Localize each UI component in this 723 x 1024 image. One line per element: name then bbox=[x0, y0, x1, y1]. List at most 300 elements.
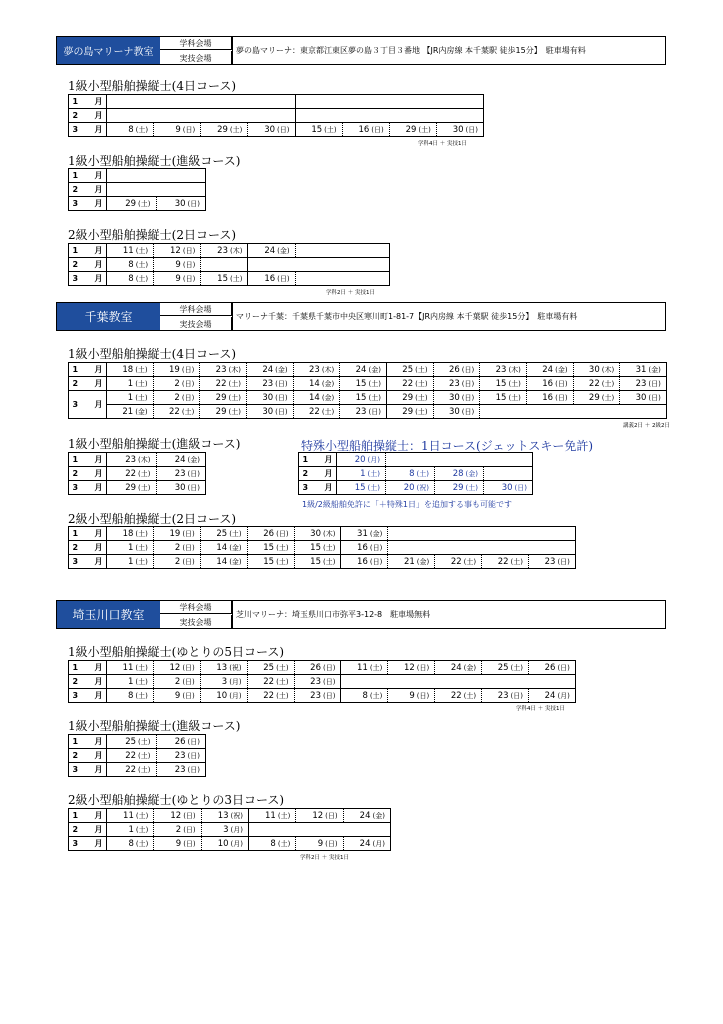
date-cell: 29 (土) bbox=[389, 123, 436, 137]
date-cell bbox=[529, 675, 576, 689]
date-cell: 30 (日) bbox=[433, 391, 480, 405]
date-cell: 20 (祝) bbox=[386, 481, 435, 495]
date-cell: 3 (月) bbox=[201, 823, 248, 837]
schedule-table-jetski bbox=[298, 452, 533, 495]
date-cell: 22 (土) bbox=[200, 377, 247, 391]
date-cell bbox=[482, 675, 529, 689]
table-row bbox=[69, 555, 576, 569]
jetski-course-title: 特殊小型船舶操縦士：1日コース(ジェットスキー免許) bbox=[301, 439, 594, 453]
date-cell: 29 (土) bbox=[200, 405, 247, 419]
date-cell: 23 (日) bbox=[246, 377, 293, 391]
date-cell: 12 (日) bbox=[153, 661, 200, 675]
date-cell: 23 (木) bbox=[107, 453, 157, 467]
date-cell: 24 (金) bbox=[246, 363, 293, 377]
date-cell: 12 (日) bbox=[154, 244, 201, 258]
date-cell: 11 (土) bbox=[107, 809, 154, 823]
venue-name: 埼玉川口教室 bbox=[57, 601, 160, 628]
date-cell bbox=[154, 109, 201, 123]
date-cell bbox=[248, 258, 295, 272]
table-row bbox=[69, 689, 576, 703]
date-cell: 13 (祝) bbox=[201, 809, 248, 823]
course-title: 1級小型船舶操縦士(ゆとりの5日コース) bbox=[68, 645, 285, 659]
date-cell bbox=[342, 258, 389, 272]
date-cell bbox=[248, 109, 295, 123]
date-cell bbox=[386, 453, 435, 467]
date-cell: 16 (日) bbox=[341, 541, 388, 555]
date-cell: 18 (土) bbox=[107, 363, 154, 377]
date-cell bbox=[107, 169, 157, 183]
date-cell: 29 (土) bbox=[435, 481, 484, 495]
date-cell: 22 (土) bbox=[293, 405, 340, 419]
date-cell: 29 (土) bbox=[386, 391, 433, 405]
table-row bbox=[69, 95, 484, 109]
date-cell bbox=[480, 405, 527, 419]
date-cell bbox=[529, 541, 576, 555]
date-cell: 1 (土) bbox=[107, 675, 154, 689]
date-cell: 24 (金) bbox=[156, 453, 206, 467]
month-label: 3 月 bbox=[69, 763, 107, 777]
date-cell: 10 (月) bbox=[200, 689, 247, 703]
date-cell bbox=[295, 258, 342, 272]
date-cell: 9 (日) bbox=[296, 837, 343, 851]
date-cell: 16 (日) bbox=[526, 391, 573, 405]
date-cell: 11 (土) bbox=[107, 244, 154, 258]
date-cell: 30 (日) bbox=[433, 405, 480, 419]
date-cell: 8 (土) bbox=[107, 123, 154, 137]
date-cell: 29 (土) bbox=[107, 481, 157, 495]
table-row bbox=[69, 809, 391, 823]
date-cell: 23 (木) bbox=[201, 244, 248, 258]
table-row bbox=[69, 169, 206, 183]
date-cell: 15 (土) bbox=[295, 123, 342, 137]
month-label: 2 月 bbox=[69, 467, 107, 481]
date-cell: 1 (土) bbox=[107, 391, 154, 405]
date-cell: 8 (土) bbox=[107, 689, 154, 703]
date-cell: 16 (日) bbox=[341, 555, 388, 569]
date-cell: 15 (土) bbox=[480, 377, 527, 391]
date-cell: 22 (土) bbox=[386, 377, 433, 391]
date-cell bbox=[435, 675, 482, 689]
course-note: 学科2日 ＋ 実技1日 bbox=[326, 290, 375, 296]
date-cell: 23 (木) bbox=[200, 363, 247, 377]
date-cell bbox=[342, 244, 389, 258]
date-cell: 24 (金) bbox=[435, 661, 482, 675]
date-cell: 24 (月) bbox=[343, 837, 390, 851]
table-row bbox=[69, 244, 390, 258]
table-row bbox=[69, 837, 391, 851]
date-cell bbox=[295, 272, 342, 286]
date-cell bbox=[389, 109, 436, 123]
date-cell: 29 (土) bbox=[107, 197, 157, 211]
venue-name: 千葉教室 bbox=[57, 303, 160, 330]
date-cell: 25 (土) bbox=[247, 661, 294, 675]
date-cell: 15 (土) bbox=[247, 555, 294, 569]
date-cell: 8 (土) bbox=[248, 837, 295, 851]
date-cell: 9 (日) bbox=[154, 123, 201, 137]
month-label: 2 月 bbox=[69, 183, 107, 197]
label-academic: 学科会場 bbox=[160, 601, 232, 614]
course-title: 1級小型船舶操縦士(4日コース) bbox=[68, 79, 237, 93]
date-cell: 16 (日) bbox=[342, 123, 389, 137]
month-label: 1 月 bbox=[69, 244, 107, 258]
course-note: 講義2日 ＋ 2級2日 bbox=[623, 423, 670, 429]
date-cell: 9 (日) bbox=[388, 689, 435, 703]
date-cell: 21 (金) bbox=[107, 405, 154, 419]
date-cell: 9 (日) bbox=[154, 837, 201, 851]
date-cell: 12 (日) bbox=[154, 809, 201, 823]
date-cell bbox=[341, 675, 388, 689]
date-cell: 30 (日) bbox=[620, 391, 667, 405]
date-cell: 23 (日) bbox=[482, 689, 529, 703]
table-row bbox=[69, 363, 667, 377]
date-cell bbox=[482, 527, 529, 541]
date-cell: 18 (土) bbox=[107, 527, 154, 541]
month-label: 2 月 bbox=[299, 467, 337, 481]
table-row bbox=[69, 377, 667, 391]
table-row bbox=[299, 481, 533, 495]
date-cell: 26 (日) bbox=[247, 527, 294, 541]
date-cell: 29 (土) bbox=[200, 391, 247, 405]
date-cell: 22 (土) bbox=[107, 749, 157, 763]
table-row bbox=[69, 272, 390, 286]
date-cell: 15 (土) bbox=[201, 272, 248, 286]
date-cell: 15 (土) bbox=[337, 481, 386, 495]
date-cell: 2 (日) bbox=[154, 823, 201, 837]
course-title: 1級小型船舶操縦士(進級コース) bbox=[68, 719, 241, 733]
date-cell bbox=[107, 183, 157, 197]
date-cell: 8 (土) bbox=[386, 467, 435, 481]
table-row bbox=[69, 823, 391, 837]
date-cell: 26 (日) bbox=[433, 363, 480, 377]
course-note: 学科4日 ＋ 実技1日 bbox=[418, 141, 467, 147]
date-cell bbox=[435, 541, 482, 555]
date-cell: 9 (日) bbox=[154, 258, 201, 272]
date-cell: 1 (土) bbox=[107, 555, 154, 569]
date-cell: 22 (土) bbox=[573, 377, 620, 391]
date-cell: 24 (月) bbox=[529, 689, 576, 703]
date-cell bbox=[156, 183, 206, 197]
schedule-table bbox=[68, 243, 390, 286]
month-label: 3 月 bbox=[69, 689, 107, 703]
course-title: 2級小型船舶操縦士(2日コース) bbox=[68, 512, 237, 526]
month-label: 1 月 bbox=[69, 527, 107, 541]
date-cell bbox=[342, 272, 389, 286]
date-cell: 26 (日) bbox=[156, 735, 206, 749]
date-cell: 30 (日) bbox=[156, 481, 206, 495]
label-practical: 実技会場 bbox=[160, 317, 232, 331]
date-cell: 14 (金) bbox=[200, 541, 247, 555]
course-note: 学科2日 ＋ 実技1日 bbox=[300, 855, 349, 861]
date-cell: 30 (日) bbox=[484, 481, 533, 495]
date-cell: 23 (木) bbox=[293, 363, 340, 377]
date-cell bbox=[529, 527, 576, 541]
month-label: 1 月 bbox=[299, 453, 337, 467]
date-cell: 30 (日) bbox=[246, 405, 293, 419]
date-cell: 1 (土) bbox=[107, 541, 154, 555]
date-cell: 1 (土) bbox=[107, 377, 154, 391]
date-cell: 2 (日) bbox=[153, 555, 200, 569]
date-cell bbox=[107, 95, 154, 109]
date-cell bbox=[295, 109, 342, 123]
venue-name: 夢の島マリーナ教室 bbox=[57, 37, 160, 64]
date-cell bbox=[436, 109, 483, 123]
date-cell: 31 (金) bbox=[341, 527, 388, 541]
venue-address: 夢の島マリーナ：東京都江東区夢の島３丁目３番地 【JR内房線 本千葉駅 徒歩15分】 駐車場有料 bbox=[232, 37, 586, 64]
month-label: 2 月 bbox=[69, 109, 107, 123]
date-cell bbox=[201, 109, 248, 123]
table-row bbox=[69, 661, 576, 675]
date-cell: 22 (土) bbox=[435, 689, 482, 703]
course-note: 学科4日 ＋ 実技1日 bbox=[516, 706, 565, 712]
date-cell bbox=[526, 405, 573, 419]
date-cell bbox=[484, 467, 533, 481]
date-cell: 9 (日) bbox=[154, 272, 201, 286]
date-cell: 23 (木) bbox=[480, 363, 527, 377]
date-cell: 11 (土) bbox=[341, 661, 388, 675]
table-row bbox=[69, 467, 206, 481]
date-cell: 8 (土) bbox=[341, 689, 388, 703]
date-cell: 30 (木) bbox=[294, 527, 341, 541]
table-row bbox=[69, 735, 206, 749]
month-label: 1 月 bbox=[69, 453, 107, 467]
date-cell: 2 (日) bbox=[153, 675, 200, 689]
date-cell: 19 (日) bbox=[153, 363, 200, 377]
date-cell: 30 (日) bbox=[246, 391, 293, 405]
date-cell: 14 (金) bbox=[293, 391, 340, 405]
course-title: 1級小型船舶操縦士(4日コース) bbox=[68, 347, 237, 361]
date-cell: 25 (土) bbox=[482, 661, 529, 675]
date-cell bbox=[620, 405, 667, 419]
month-label: 1 月 bbox=[69, 363, 107, 377]
date-cell: 12 (日) bbox=[296, 809, 343, 823]
table-row bbox=[69, 109, 484, 123]
table-row bbox=[69, 481, 206, 495]
date-cell: 31 (金) bbox=[620, 363, 667, 377]
date-cell: 8 (土) bbox=[107, 272, 154, 286]
date-cell bbox=[388, 675, 435, 689]
table-row bbox=[69, 527, 576, 541]
date-cell bbox=[154, 95, 201, 109]
label-practical: 実技会場 bbox=[160, 51, 232, 65]
date-cell bbox=[342, 95, 389, 109]
table-row bbox=[69, 453, 206, 467]
table-row bbox=[69, 183, 206, 197]
table-row bbox=[69, 405, 667, 419]
date-cell: 10 (月) bbox=[201, 837, 248, 851]
schedule-table bbox=[68, 734, 206, 777]
month-label: 1 月 bbox=[69, 95, 107, 109]
date-cell: 2 (日) bbox=[153, 391, 200, 405]
month-label: 2 月 bbox=[69, 749, 107, 763]
date-cell: 30 (木) bbox=[573, 363, 620, 377]
date-cell: 26 (日) bbox=[529, 661, 576, 675]
table-row bbox=[69, 197, 206, 211]
schedule-table bbox=[68, 452, 206, 495]
date-cell bbox=[248, 823, 295, 837]
date-cell: 29 (土) bbox=[573, 391, 620, 405]
date-cell: 22 (土) bbox=[247, 689, 294, 703]
schedule-table bbox=[68, 660, 576, 703]
course-title: 2級小型船舶操縦士(2日コース) bbox=[68, 228, 237, 242]
date-cell bbox=[435, 527, 482, 541]
venue-header-yumenoshima bbox=[56, 36, 666, 65]
date-cell bbox=[435, 453, 484, 467]
month-label: 2 月 bbox=[69, 377, 107, 391]
date-cell: 15 (土) bbox=[294, 555, 341, 569]
course-title: 2級小型船舶操縦士(ゆとりの3日コース) bbox=[68, 793, 285, 807]
table-row bbox=[69, 675, 576, 689]
date-cell bbox=[343, 823, 390, 837]
month-label: 1 月 bbox=[69, 661, 107, 675]
date-cell: 29 (土) bbox=[201, 123, 248, 137]
date-cell: 22 (土) bbox=[153, 405, 200, 419]
date-cell bbox=[295, 244, 342, 258]
date-cell: 23 (日) bbox=[620, 377, 667, 391]
label-academic: 学科会場 bbox=[160, 303, 232, 316]
date-cell: 23 (日) bbox=[529, 555, 576, 569]
table-row bbox=[299, 467, 533, 481]
date-cell: 30 (日) bbox=[436, 123, 483, 137]
date-cell bbox=[388, 527, 435, 541]
month-label: 3 月 bbox=[69, 555, 107, 569]
date-cell: 2 (日) bbox=[153, 541, 200, 555]
date-cell: 14 (金) bbox=[200, 555, 247, 569]
date-cell: 24 (金) bbox=[248, 244, 295, 258]
label-academic: 学科会場 bbox=[160, 37, 232, 50]
date-cell: 8 (土) bbox=[107, 837, 154, 851]
date-cell: 23 (日) bbox=[340, 405, 387, 419]
table-row bbox=[69, 541, 576, 555]
month-label: 3 月 bbox=[69, 123, 107, 137]
date-cell: 12 (日) bbox=[388, 661, 435, 675]
month-label: 3 月 bbox=[69, 481, 107, 495]
month-label: 2 月 bbox=[69, 541, 107, 555]
month-label: 3 月 bbox=[69, 837, 107, 851]
date-cell: 23 (日) bbox=[433, 377, 480, 391]
date-cell: 15 (土) bbox=[340, 391, 387, 405]
month-label: 2 月 bbox=[69, 675, 107, 689]
date-cell: 28 (金) bbox=[435, 467, 484, 481]
course-title: 1級小型船舶操縦士(進級コース) bbox=[68, 154, 241, 168]
date-cell: 20 (月) bbox=[337, 453, 386, 467]
date-cell: 23 (日) bbox=[156, 467, 206, 481]
venue-address: 芝川マリーナ：埼玉県川口市弥平3-12-8 駐車場無料 bbox=[232, 601, 430, 628]
date-cell: 14 (金) bbox=[293, 377, 340, 391]
schedule-table bbox=[68, 168, 206, 211]
date-cell bbox=[201, 95, 248, 109]
month-label: 3 月 bbox=[69, 272, 107, 286]
date-cell: 15 (土) bbox=[247, 541, 294, 555]
date-cell bbox=[156, 169, 206, 183]
date-cell: 22 (土) bbox=[482, 555, 529, 569]
date-cell: 16 (日) bbox=[248, 272, 295, 286]
date-cell: 22 (土) bbox=[107, 467, 157, 481]
date-cell: 26 (日) bbox=[294, 661, 341, 675]
schedule-table bbox=[68, 362, 667, 419]
date-cell: 15 (土) bbox=[294, 541, 341, 555]
date-cell bbox=[107, 109, 154, 123]
date-cell bbox=[484, 453, 533, 467]
schedule-table bbox=[68, 808, 391, 851]
month-label: 2 月 bbox=[69, 258, 107, 272]
date-cell bbox=[201, 258, 248, 272]
month-label: 3 月 bbox=[299, 481, 337, 495]
month-label: 3 月 bbox=[69, 197, 107, 211]
date-cell bbox=[296, 823, 343, 837]
jetski-note: 1級/2級船舶免許に「＋特殊1日」を追加する事も可能です bbox=[302, 500, 512, 509]
date-cell: 25 (土) bbox=[386, 363, 433, 377]
date-cell: 15 (土) bbox=[480, 391, 527, 405]
table-row bbox=[69, 763, 206, 777]
table-row bbox=[69, 749, 206, 763]
date-cell: 23 (日) bbox=[156, 749, 206, 763]
date-cell: 21 (金) bbox=[388, 555, 435, 569]
date-cell: 25 (土) bbox=[107, 735, 157, 749]
date-cell: 24 (金) bbox=[526, 363, 573, 377]
date-cell: 1 (土) bbox=[107, 823, 154, 837]
table-row bbox=[69, 123, 484, 137]
date-cell: 24 (金) bbox=[343, 809, 390, 823]
date-cell: 19 (日) bbox=[153, 527, 200, 541]
month-label: 1 月 bbox=[69, 735, 107, 749]
date-cell: 25 (土) bbox=[200, 527, 247, 541]
date-cell: 22 (土) bbox=[247, 675, 294, 689]
schedule-table bbox=[68, 94, 484, 137]
month-label: 1 月 bbox=[69, 809, 107, 823]
date-cell: 11 (土) bbox=[248, 809, 295, 823]
date-cell: 11 (土) bbox=[107, 661, 154, 675]
date-cell: 23 (日) bbox=[294, 675, 341, 689]
date-cell: 9 (日) bbox=[153, 689, 200, 703]
date-cell: 22 (土) bbox=[107, 763, 157, 777]
table-row bbox=[69, 391, 667, 405]
date-cell: 3 (月) bbox=[200, 675, 247, 689]
date-cell: 29 (土) bbox=[386, 405, 433, 419]
date-cell: 13 (祝) bbox=[200, 661, 247, 675]
month-label: 1 月 bbox=[69, 169, 107, 183]
date-cell: 30 (日) bbox=[248, 123, 295, 137]
date-cell: 22 (土) bbox=[435, 555, 482, 569]
date-cell: 2 (日) bbox=[153, 377, 200, 391]
date-cell bbox=[388, 541, 435, 555]
month-label: 3 月 bbox=[69, 391, 107, 419]
venue-address: マリーナ千葉：千葉県千葉市中央区寒川町1-81-7【JR内房線 本千葉駅 徒歩15分】 駐車場有料 bbox=[232, 303, 577, 330]
month-label: 2 月 bbox=[69, 823, 107, 837]
table-row bbox=[69, 258, 390, 272]
date-cell: 23 (日) bbox=[156, 763, 206, 777]
date-cell: 23 (日) bbox=[294, 689, 341, 703]
label-practical: 実技会場 bbox=[160, 615, 232, 629]
date-cell: 8 (土) bbox=[107, 258, 154, 272]
date-cell bbox=[342, 109, 389, 123]
date-cell bbox=[482, 541, 529, 555]
date-cell bbox=[295, 95, 342, 109]
date-cell: 24 (金) bbox=[340, 363, 387, 377]
date-cell: 1 (土) bbox=[337, 467, 386, 481]
schedule-table bbox=[68, 526, 576, 569]
date-cell: 15 (土) bbox=[340, 377, 387, 391]
venue-header-saitama bbox=[56, 600, 666, 629]
date-cell: 30 (日) bbox=[156, 197, 206, 211]
date-cell bbox=[389, 95, 436, 109]
date-cell: 16 (日) bbox=[526, 377, 573, 391]
date-cell bbox=[436, 95, 483, 109]
date-cell bbox=[248, 95, 295, 109]
date-cell bbox=[573, 405, 620, 419]
table-row bbox=[299, 453, 533, 467]
course-title: 1級小型船舶操縦士(進級コース) bbox=[68, 437, 241, 451]
venue-header-chiba bbox=[56, 302, 666, 331]
